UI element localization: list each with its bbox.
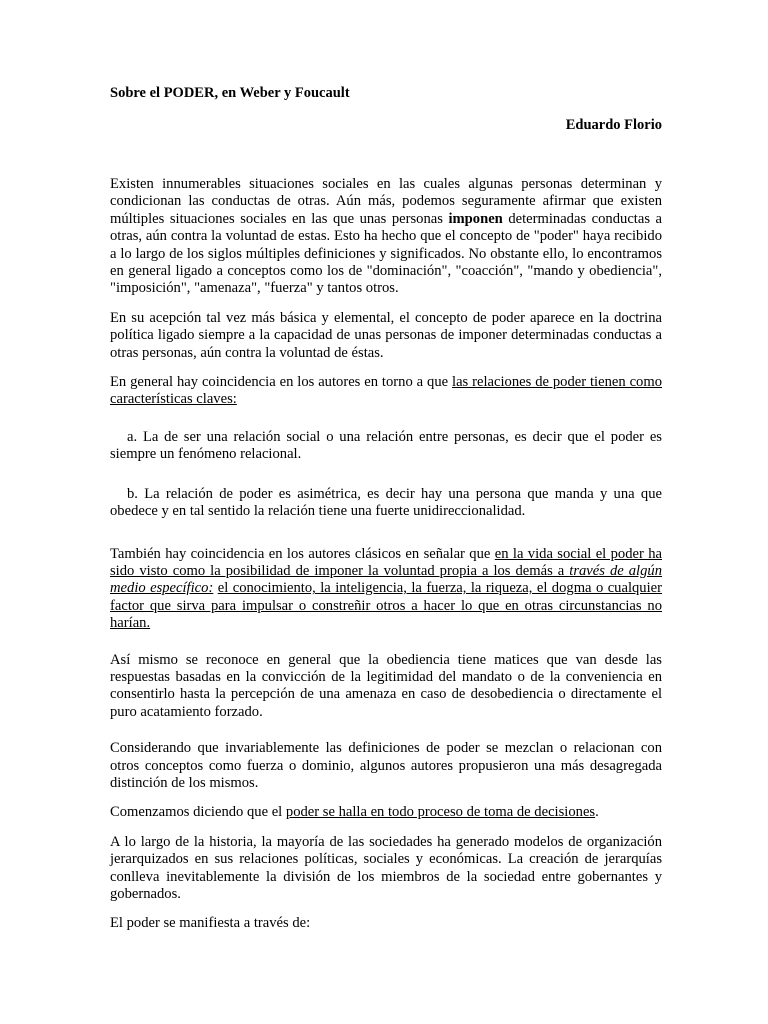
- paragraph-4-underlined-italic: través de algún medio específico:: [110, 562, 662, 597]
- paragraph-4-text: También hay coincidencia en los autores clásicos en señalar que: [110, 545, 495, 562]
- paragraph-8: A lo largo de la historia, la mayoría de las sociedades ha generado modelos de organización jerarquizados en sus relaciones políticas, sociales y económicas. La creación de jerarquías conlleva inevitablemente la división de los miembros de la sociedad entre gobernantes y gobernados.: [110, 833, 662, 902]
- paragraph-3: [110, 374, 662, 409]
- paragraph-1-text-a: Existen innumerables situaciones sociales en las cuales algunas personas determinan y condicionan las conductas de otras. Aún más, podemos seguramente afirmar que existen múltiples situaciones sociales en las que unas personas: [110, 176, 662, 227]
- paragraph-1-bold: imponen: [448, 210, 503, 227]
- paragraph-7-underlined: poder se halla en todo proceso de toma de decisiones: [285, 804, 596, 821]
- document-title: Sobre el PODER, en Weber y Foucault: [110, 85, 350, 101]
- list-item-b: b. La relación de poder es asimétrica, es decir hay una persona que manda y una que obedece y en tal sentido la relación tiene una fuerte unidireccionalidad.: [110, 485, 662, 520]
- paragraph-6: Considerando que invariablemente las definiciones de poder se mezclan o relacionan con otros conceptos como fuerza o dominio, algunos autores propusieron una más desagregada distinción de los mismos.: [110, 740, 662, 791]
- list-item-a: a. La de ser una relación social o una relación entre personas, es decir que el poder es siempre un fenómeno relacional.: [110, 428, 662, 463]
- paragraph-4: [110, 546, 662, 633]
- paragraph-4-underlined-1: en la vida social el poder ha sido visto como la posibilidad de imponer la voluntad propia a los demás a: [110, 545, 662, 579]
- paragraph-4-underlined-2: el conocimiento, la inteligencia, la fuerza, la riqueza, el dogma o cualquier factor que sirva para impulsar o constreñir otros a hacer lo que en otras circunstancias no harían.: [110, 580, 662, 632]
- paragraph-9: El poder se manifiesta a través de:: [110, 915, 311, 932]
- paragraph-7-text-b: .: [595, 804, 599, 821]
- paragraph-2: En su acepción tal vez más básica y elemental, el concepto de poder aparece en la doctrina política ligado siempre a la capacidad de unas personas de imponer determinadas conductas a otras personas, aún contra la voluntad de éstas.: [110, 309, 662, 361]
- paragraph-3-underlined: las relaciones de poder tienen como características claves:: [110, 374, 662, 408]
- paragraph-7: [110, 804, 662, 821]
- paragraph-7-text-a: Comenzamos diciendo que el: [110, 804, 286, 821]
- document-author: Eduardo Florio: [565, 117, 662, 133]
- paragraph-5: Así mismo se reconoce en general que la obediencia tiene matices que van desde las respuestas basadas en la convicción de la legitimidad del mandato o de la conveniencia en consentirlo hasta la percepción de una amenaza en caso de desobediencia o directamente el puro acatamiento forzado.: [110, 651, 662, 720]
- paragraph-1-text-b: determinadas conductas a otras, aún contra la voluntad de estas. Esto ha hecho que el concepto de "poder" haya recibido a lo largo de los siglos múltiples definiciones y significados. No obstante ello, lo encontramos en general ligado a conceptos como los de "dominación", "coacción", "mando y obediencia", "imposición", "amenaza", "fuerza" y tantos otros.: [110, 210, 663, 297]
- paragraph-1: [110, 176, 662, 298]
- paragraph-3-text: En general hay coincidencia en los autores en torno a que: [110, 374, 453, 391]
